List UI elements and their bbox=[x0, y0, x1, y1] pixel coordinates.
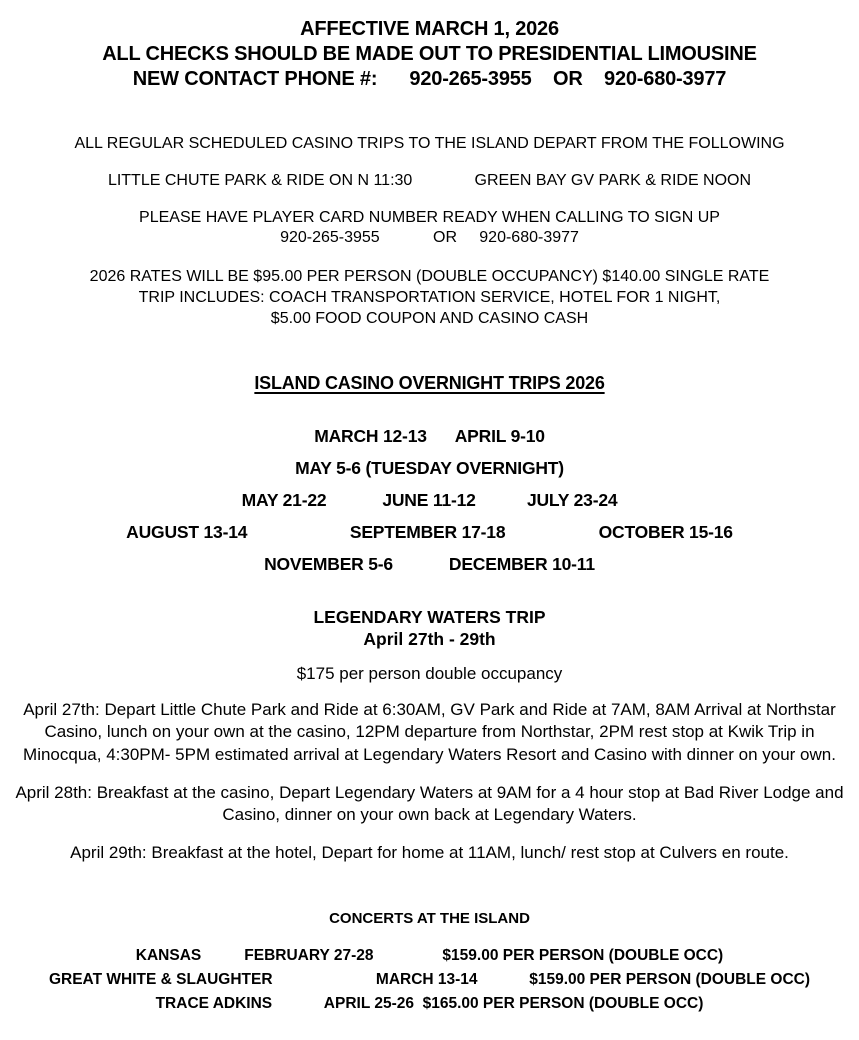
trip-date-row: MAY 5-6 (TUESDAY OVERNIGHT) bbox=[295, 458, 564, 478]
trip-date-row: NOVEMBER 5-6 DECEMBER 10-11 bbox=[264, 554, 595, 574]
header-contact-phones: NEW CONTACT PHONE #: 920-265-3955 OR 920-680-3977 bbox=[132, 68, 727, 90]
player-card-line: PLEASE HAVE PLAYER CARD NUMBER READY WHEN CALLING TO SIGN UP bbox=[139, 209, 720, 226]
legendary-price-line: $175 per person double occupancy bbox=[296, 664, 563, 683]
concert-row: KANSAS FEBRUARY 27-28 $159.00 PER PERSON (DOUBLE OCC) bbox=[135, 946, 724, 964]
concert-list bbox=[0, 944, 859, 1016]
trip-date-row: MARCH 12-13 APRIL 9-10 bbox=[314, 426, 545, 446]
island-trip-dates bbox=[0, 420, 859, 580]
signup-phones-line: 920-265-3955 OR 920-680-3977 bbox=[280, 228, 579, 246]
rates-line-2: TRIP INCLUDES: COACH TRANSPORTATION SERVICE, HOTEL FOR 1 NIGHT, bbox=[138, 289, 721, 306]
itinerary-day-2: April 28th: Breakfast at the casino, Depart Legendary Waters at 9AM for a 4 hour stop at Bad River Lodge and Casino, dinner on your own back at Legendary Waters. bbox=[15, 782, 844, 825]
concert-row: GREAT WHITE & SLAUGHTER MARCH 13-14 $159.00 PER PERSON (DOUBLE OCC) bbox=[48, 970, 811, 988]
header-effective-date: AFFECTIVE MARCH 1, 2026 bbox=[300, 18, 559, 40]
legendary-waters-heading-block bbox=[0, 607, 859, 650]
rates-block bbox=[0, 266, 859, 329]
legendary-waters-dates: April 27th - 29th bbox=[363, 628, 496, 649]
pickup-locations-line: LITTLE CHUTE PARK & RIDE ON N 11:30 GREEN BAY GV PARK & RIDE NOON bbox=[107, 172, 752, 189]
concerts-heading: CONCERTS AT THE ISLAND bbox=[329, 909, 530, 927]
signup-instructions bbox=[0, 208, 859, 247]
header bbox=[0, 0, 859, 92]
itinerary-day-3: April 29th: Breakfast at the hotel, Depart for home at 11AM, lunch/ rest stop at Culvers en route. bbox=[70, 843, 789, 863]
rates-line-1: 2026 RATES WILL BE $95.00 PER PERSON (DOUBLE OCCUPANCY) $140.00 SINGLE RATE bbox=[89, 268, 770, 285]
concert-row: TRACE ADKINS APRIL 25-26 $165.00 PER PERSON (DOUBLE OCC) bbox=[155, 994, 704, 1012]
trip-date-row: MAY 21-22 JUNE 11-12 JULY 23-24 bbox=[241, 490, 618, 510]
island-trips-heading: ISLAND CASINO OVERNIGHT TRIPS 2026 bbox=[254, 373, 605, 393]
header-checks-notice: ALL CHECKS SHOULD BE MADE OUT TO PRESIDENTIAL LIMOUSINE bbox=[102, 43, 757, 65]
itinerary-day-1: April 27th: Depart Little Chute Park and Ride at 6:30AM, GV Park and Ride at 7AM, 8AM Arrival at Northstar Casino, lunch on your own at the casino, 12PM departure from Northstar, 2PM rest stop at Kwik Trip in Minocqua, 4:30PM- 5PM estimated arrival at Legendary Waters Resort and Casino with dinner on your own. bbox=[23, 700, 836, 764]
legendary-waters-heading: LEGENDARY WATERS TRIP bbox=[313, 607, 546, 627]
trip-date-row: AUGUST 13-14 SEPTEMBER 17-18 OCTOBER 15-16 bbox=[126, 522, 733, 542]
rates-line-3: $5.00 FOOD COUPON AND CASINO CASH bbox=[270, 310, 589, 327]
departures-notice: ALL REGULAR SCHEDULED CASINO TRIPS TO THE ISLAND DEPART FROM THE FOLLOWING bbox=[74, 135, 785, 152]
